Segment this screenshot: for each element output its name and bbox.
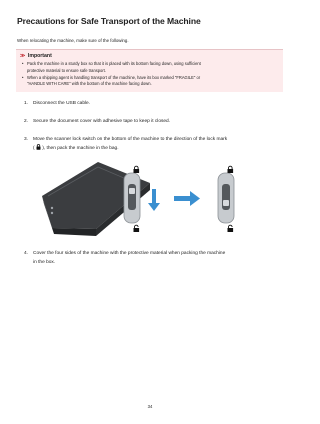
- arrow-down-icon: [148, 189, 160, 211]
- important-item: • Pack the machine in a sturdy box so that it is placed with its bottom facing down, using sufficient: [22, 61, 201, 66]
- important-item-cont: "HANDLE WITH CARE" with the bottom of the machine facing down.: [27, 81, 152, 86]
- lock-icon: [134, 166, 140, 173]
- page-title: Precautions for Safe Transport of the Machine: [17, 16, 201, 26]
- important-heading: ≫ Important: [20, 53, 52, 59]
- important-item: • When a shipping agent is handling transport of the machine, have its box marked "FRAGILE" or: [22, 74, 201, 80]
- step-item: 4. Cover the four sides of the machine with the protective material when packing the machine: [24, 251, 226, 256]
- page-number: 34: [147, 404, 153, 409]
- scanner-lock-illustration: [40, 156, 272, 241]
- lock-switch-after: [218, 166, 234, 232]
- step-item: 2. Secure the document cover with adhesive tape to keep it closed.: [24, 119, 171, 124]
- unlock-icon: [228, 225, 234, 232]
- important-item-cont: protective material to ensure safe transport.: [27, 67, 106, 73]
- arrow-right-icon: [174, 191, 200, 206]
- step-item-cont: ( ), then pack the machine in the bag.: [33, 146, 119, 151]
- lock-switch-before: [124, 166, 140, 232]
- lock-icon: [36, 144, 41, 150]
- intro-text: When relocating the machine, make sure of the following.: [17, 38, 129, 43]
- lock-icon: [228, 166, 234, 173]
- important-box: [16, 49, 283, 92]
- step-item: 3. Move the scanner lock switch on the bottom of the machine to the direction of the lock mark: [24, 137, 228, 142]
- double-chevron-icon: ≫: [20, 53, 26, 59]
- step-item-cont: in the box.: [33, 260, 56, 265]
- step-item: 1. Disconnect the USB cable.: [24, 101, 91, 106]
- unlock-icon: [134, 225, 140, 232]
